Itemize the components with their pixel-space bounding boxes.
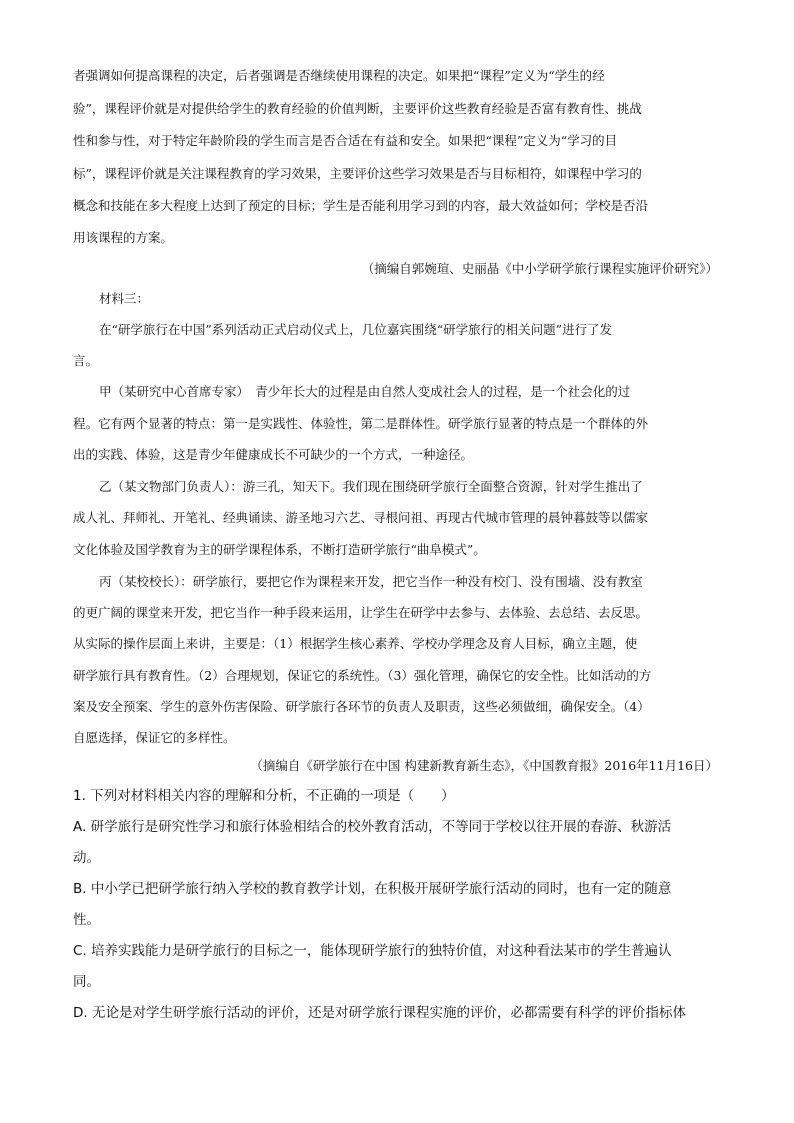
question-stem: 1. 下列对材料相关内容的理解和分析，不正确的一项是（ ）: [73, 788, 455, 804]
speaker-c-line: 案及安全预案、学生的意外伤害保险、研学旅行各环节的负责人及职责，这些必须做细，确保安全。（4）: [73, 699, 650, 714]
speaker-c-line: 研学旅行具有教育性。（2）合理规划，保证它的系统性。（3）强化管理，确保它的安全性。比如活动的方: [73, 668, 652, 683]
option-a-line: 动。: [73, 850, 100, 866]
material-three-heading: 材料三：: [99, 291, 150, 306]
speaker-a-line: 程。它有两个显著的特点：第一是实践性、体验性，第二是群体性。研学旅行显著的特点是一个群体的外: [73, 416, 649, 431]
material-two-line: 验”，课程评价就是对提供给学生的教育经验的价值判断，主要评价这些教育经验是否富有教育性、挑战: [73, 101, 642, 116]
speaker-c-line: 的更广阔的课堂来开发，把它当作一种手段来运用，让学生在研学中去参与、去体验、去总结、去反思。: [73, 605, 649, 620]
option-c-line: C. 培养实践能力是研学旅行的目标之一，能体现研学旅行的独特价值，对这种看法某市的学生普遍认: [73, 943, 672, 959]
option-b-line: 性。: [73, 912, 100, 928]
speaker-a-line: 出的实践、体验，这是青少年健康成长不可缺少的一个方式，一种途径。: [73, 447, 474, 462]
material-two-line: 标”，课程评价就是关注课程教育的学习效果，主要评价这些学习效果是否与目标相符，如课程中学习的: [73, 166, 642, 181]
speaker-c-line: 从实际的操作层面上来讲，主要是：（1）根据学生核心素养、学校办学理念及育人目标，确立主题，使: [73, 636, 638, 651]
material-three-source: （摘编自《研学旅行在中国 构建新教育新生态》，《中国教育报》2016年11月16日）: [250, 758, 718, 773]
speaker-b-line: 文化体验及国学教育为主的研学课程体系，不断打造研学旅行“曲阜模式”。: [73, 542, 486, 557]
speaker-b-line: 成人礼、拜师礼、开笔礼、经典诵读、游圣地习六艺、寻根问祖、再现古代城市管理的晨钟暮鼓等以儒家: [73, 510, 649, 525]
material-two-line: 者强调如何提高课程的决定，后者强调是否继续使用课程的决定。如果把“课程”定义为“学生的经: [73, 68, 605, 83]
material-three-intro-line: 在“研学旅行在中国”系列活动正式启动仪式上，几位嘉宾围绕“研学旅行的相关问题”进行了发: [99, 322, 613, 337]
option-c-line: 同。: [73, 974, 100, 990]
material-two-line: 性和参与性，对于特定年龄阶段的学生而言是否合适在有益和安全。如果把“课程”定义为“学习的目: [73, 133, 618, 148]
option-d-line: D. 无论是对学生研学旅行活动的评价，还是对研学旅行课程实施的评价，必都需要有科学的评价指标体: [73, 1005, 686, 1021]
speaker-a-line: 甲（某研究中心首席专家） 青少年长大的过程是由自然人变成社会人的过程，是一个社会化的过: [99, 384, 631, 399]
material-two-line: 用该课程的方案。: [73, 230, 174, 245]
speaker-b-line: 乙（某文物部门负责人）：游三孔，知天下。我们现在围绕研学旅行全面整合资源，针对学生推出了: [99, 479, 643, 494]
option-b-line: B. 中小学已把研学旅行纳入学校的教育教学计划，在积极开展研学旅行活动的同时，也有一定的随意: [73, 881, 672, 897]
speaker-c-line: 丙（某校校长）：研学旅行，要把它作为课程来开发，把它当作一种没有校门、没有围墙、没有教室: [99, 574, 643, 589]
speaker-c-line: 自愿选择，保证它的多样性。: [73, 730, 236, 745]
material-two-line: 概念和技能在多大程度上达到了预定的目标；学生是否能利用学习到的内容，最大效益如何；学校是否沿: [73, 198, 649, 213]
material-three-intro-line: 言。: [73, 353, 99, 368]
material-two-source: （摘编自郭婉瑄、史丽晶《中小学研学旅行课程实施评价研究》）: [361, 261, 718, 276]
option-a-line: A. 研学旅行是研究性学习和旅行体验相结合的校外教育活动，不等同于学校以往开展的春游、秋游活: [73, 819, 672, 835]
